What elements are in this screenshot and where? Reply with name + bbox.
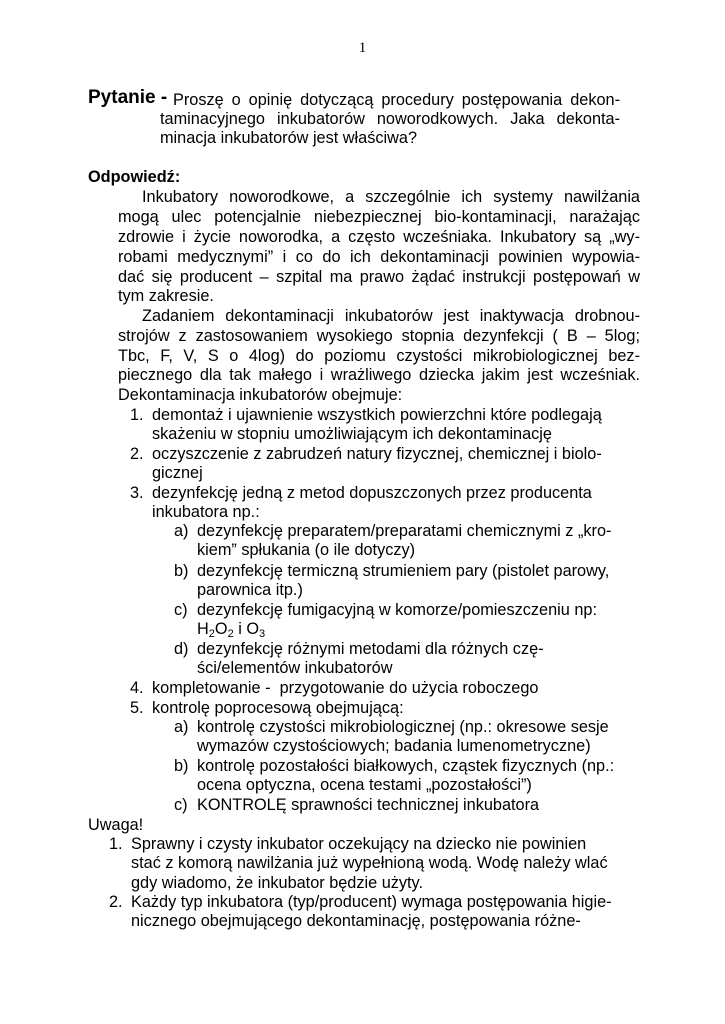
question-line-1: Proszę o opinię dotyczącą procedury postępowania dekon- xyxy=(173,91,620,109)
list-item-1-line-1: demontaż i ujawnienie wszystkich powierzchni które podlegają xyxy=(152,406,602,424)
note-item-number: 2. xyxy=(109,893,123,911)
answer-p1-line: mogą ulec potencjalnie niebezpiecznej bio-kontaminacji, narażając xyxy=(118,208,640,226)
answer-p2-line: strojów z zastosowaniem wysokiego stopnia dezynfekcji ( B – 5log; xyxy=(118,327,640,345)
list-item-3b-line-1: dezynfekcję termiczną strumieniem pary (pistolet parowy, xyxy=(197,562,610,580)
answer-p1-line: dać się producent – szpital ma prawo żądać instrukcji postępowań w xyxy=(118,268,640,286)
page-number: 1 xyxy=(358,40,367,56)
list-item-3c-line-1: dezynfekcję fumigacyjną w komorze/pomieszczeniu np: xyxy=(197,601,597,619)
list-item-5a-line-1: kontrolę czystości mikrobiologicznej (np.: okresowe sesje xyxy=(197,718,609,736)
question-label: Pytanie - xyxy=(88,87,168,108)
list-item-number: 4. xyxy=(130,679,144,697)
note-item-2-line-1: Każdy typ inkubatora (typ/producent) wymaga postępowania higie- xyxy=(131,893,612,911)
answer-p1-line: robami medycznymi” i co do ich dekontaminacji powinien wypowia- xyxy=(118,248,640,266)
question-line-3: minacja inkubatorów jest właściwa? xyxy=(160,129,417,147)
note-heading: Uwaga! xyxy=(88,816,144,834)
list-item-3d-line-2: ści/elementów inkubatorów xyxy=(197,659,393,677)
sublist-letter: b) xyxy=(174,562,189,580)
list-item-2-line-2: gicznej xyxy=(152,464,203,482)
sublist-letter: c) xyxy=(174,601,188,619)
answer-p2-line: piecznego dla tak małego i wrażliwego dziecka jakim jest wcześniak. xyxy=(118,366,640,384)
list-item-3d-line-1: dezynfekcję różnymi metodami dla różnych czę- xyxy=(197,640,544,658)
list-item-number: 1. xyxy=(130,406,144,424)
list-item-3a-line-1: dezynfekcję preparatem/preparatami chemicznymi z „kro- xyxy=(197,522,612,540)
answer-p1-line: zdrowie i życie noworodka, a często wcześniaka. Inkubatory są „wy- xyxy=(118,228,640,246)
list-item-number: 2. xyxy=(130,445,144,463)
chemical-formula: $H_2O_2$ i $O_3$ xyxy=(197,620,266,640)
answer-heading: Odpowiedź: xyxy=(88,168,181,186)
note-item-1-line-3: gdy wiadomo, że inkubator będzie użyty. xyxy=(131,874,424,892)
note-item-1-line-2: stać z komorą nawilżania już wypełnioną wodą. Wodę należy wlać xyxy=(131,854,608,872)
list-item-3a-line-2: kiem” spłukania (o ile dotyczy) xyxy=(197,541,416,559)
list-item-3b-line-2: parownica itp.) xyxy=(197,581,303,599)
list-item-1-line-2: skażeniu w stopniu umożliwiającym ich dekontaminację xyxy=(152,425,552,443)
list-item-4-line-1: kompletowanie - przygotowanie do użycia roboczego xyxy=(152,679,539,697)
answer-p3: Dekontaminacja inkubatorów obejmuje: xyxy=(118,386,403,404)
list-item-3-line-2: inkubatora np.: xyxy=(152,503,260,521)
list-item-number: 3. xyxy=(130,484,144,502)
sublist-letter: b) xyxy=(174,757,189,775)
answer-p2-line: Tbc, F, V, S o 4log) do poziomu czystości mikrobiologicznej bez- xyxy=(118,347,640,365)
list-item-number: 5. xyxy=(130,699,144,717)
answer-p1-line: tym zakresie. xyxy=(118,287,214,305)
note-item-2-line-2: nicznego obejmującego dekontaminację, postępowania różne- xyxy=(131,912,581,930)
answer-p1-line: Inkubatory noworodkowe, a szczególnie ich systemy nawilżania xyxy=(142,188,640,206)
sublist-letter: a) xyxy=(174,522,189,540)
sublist-letter: a) xyxy=(174,718,189,736)
sublist-letter: d) xyxy=(174,640,189,658)
list-item-5a-line-2: wymazów czystościowych; badania lumenometryczne) xyxy=(197,737,591,755)
list-item-5b-line-1: kontrolę pozostałości białkowych, cząstek fizycznych (np.: xyxy=(197,757,615,775)
list-item-3-line-1: dezynfekcję jedną z metod dopuszczonych przez producenta xyxy=(152,484,592,502)
list-item-2-line-1: oczyszczenie z zabrudzeń natury fizycznej, chemicznej i biolo- xyxy=(152,445,602,463)
note-item-1-line-1: Sprawny i czysty inkubator oczekujący na dziecko nie powinien xyxy=(131,835,587,853)
sublist-letter: c) xyxy=(174,796,188,814)
answer-p2-line: Zadaniem dekontaminacji inkubatorów jest inaktywacja drobnou- xyxy=(142,307,640,325)
question-line-2: taminacyjnego inkubatorów noworodkowych. Jaka dekonta- xyxy=(160,110,620,128)
list-item-5-line-1: kontrolę poprocesową obejmującą: xyxy=(152,699,404,717)
list-item-5c-line-1: KONTROLĘ sprawności technicznej inkubatora xyxy=(197,796,540,814)
list-item-5b-line-2: ocena optyczna, ocena testami „pozostałości”) xyxy=(197,776,532,794)
note-item-number: 1. xyxy=(109,835,123,853)
